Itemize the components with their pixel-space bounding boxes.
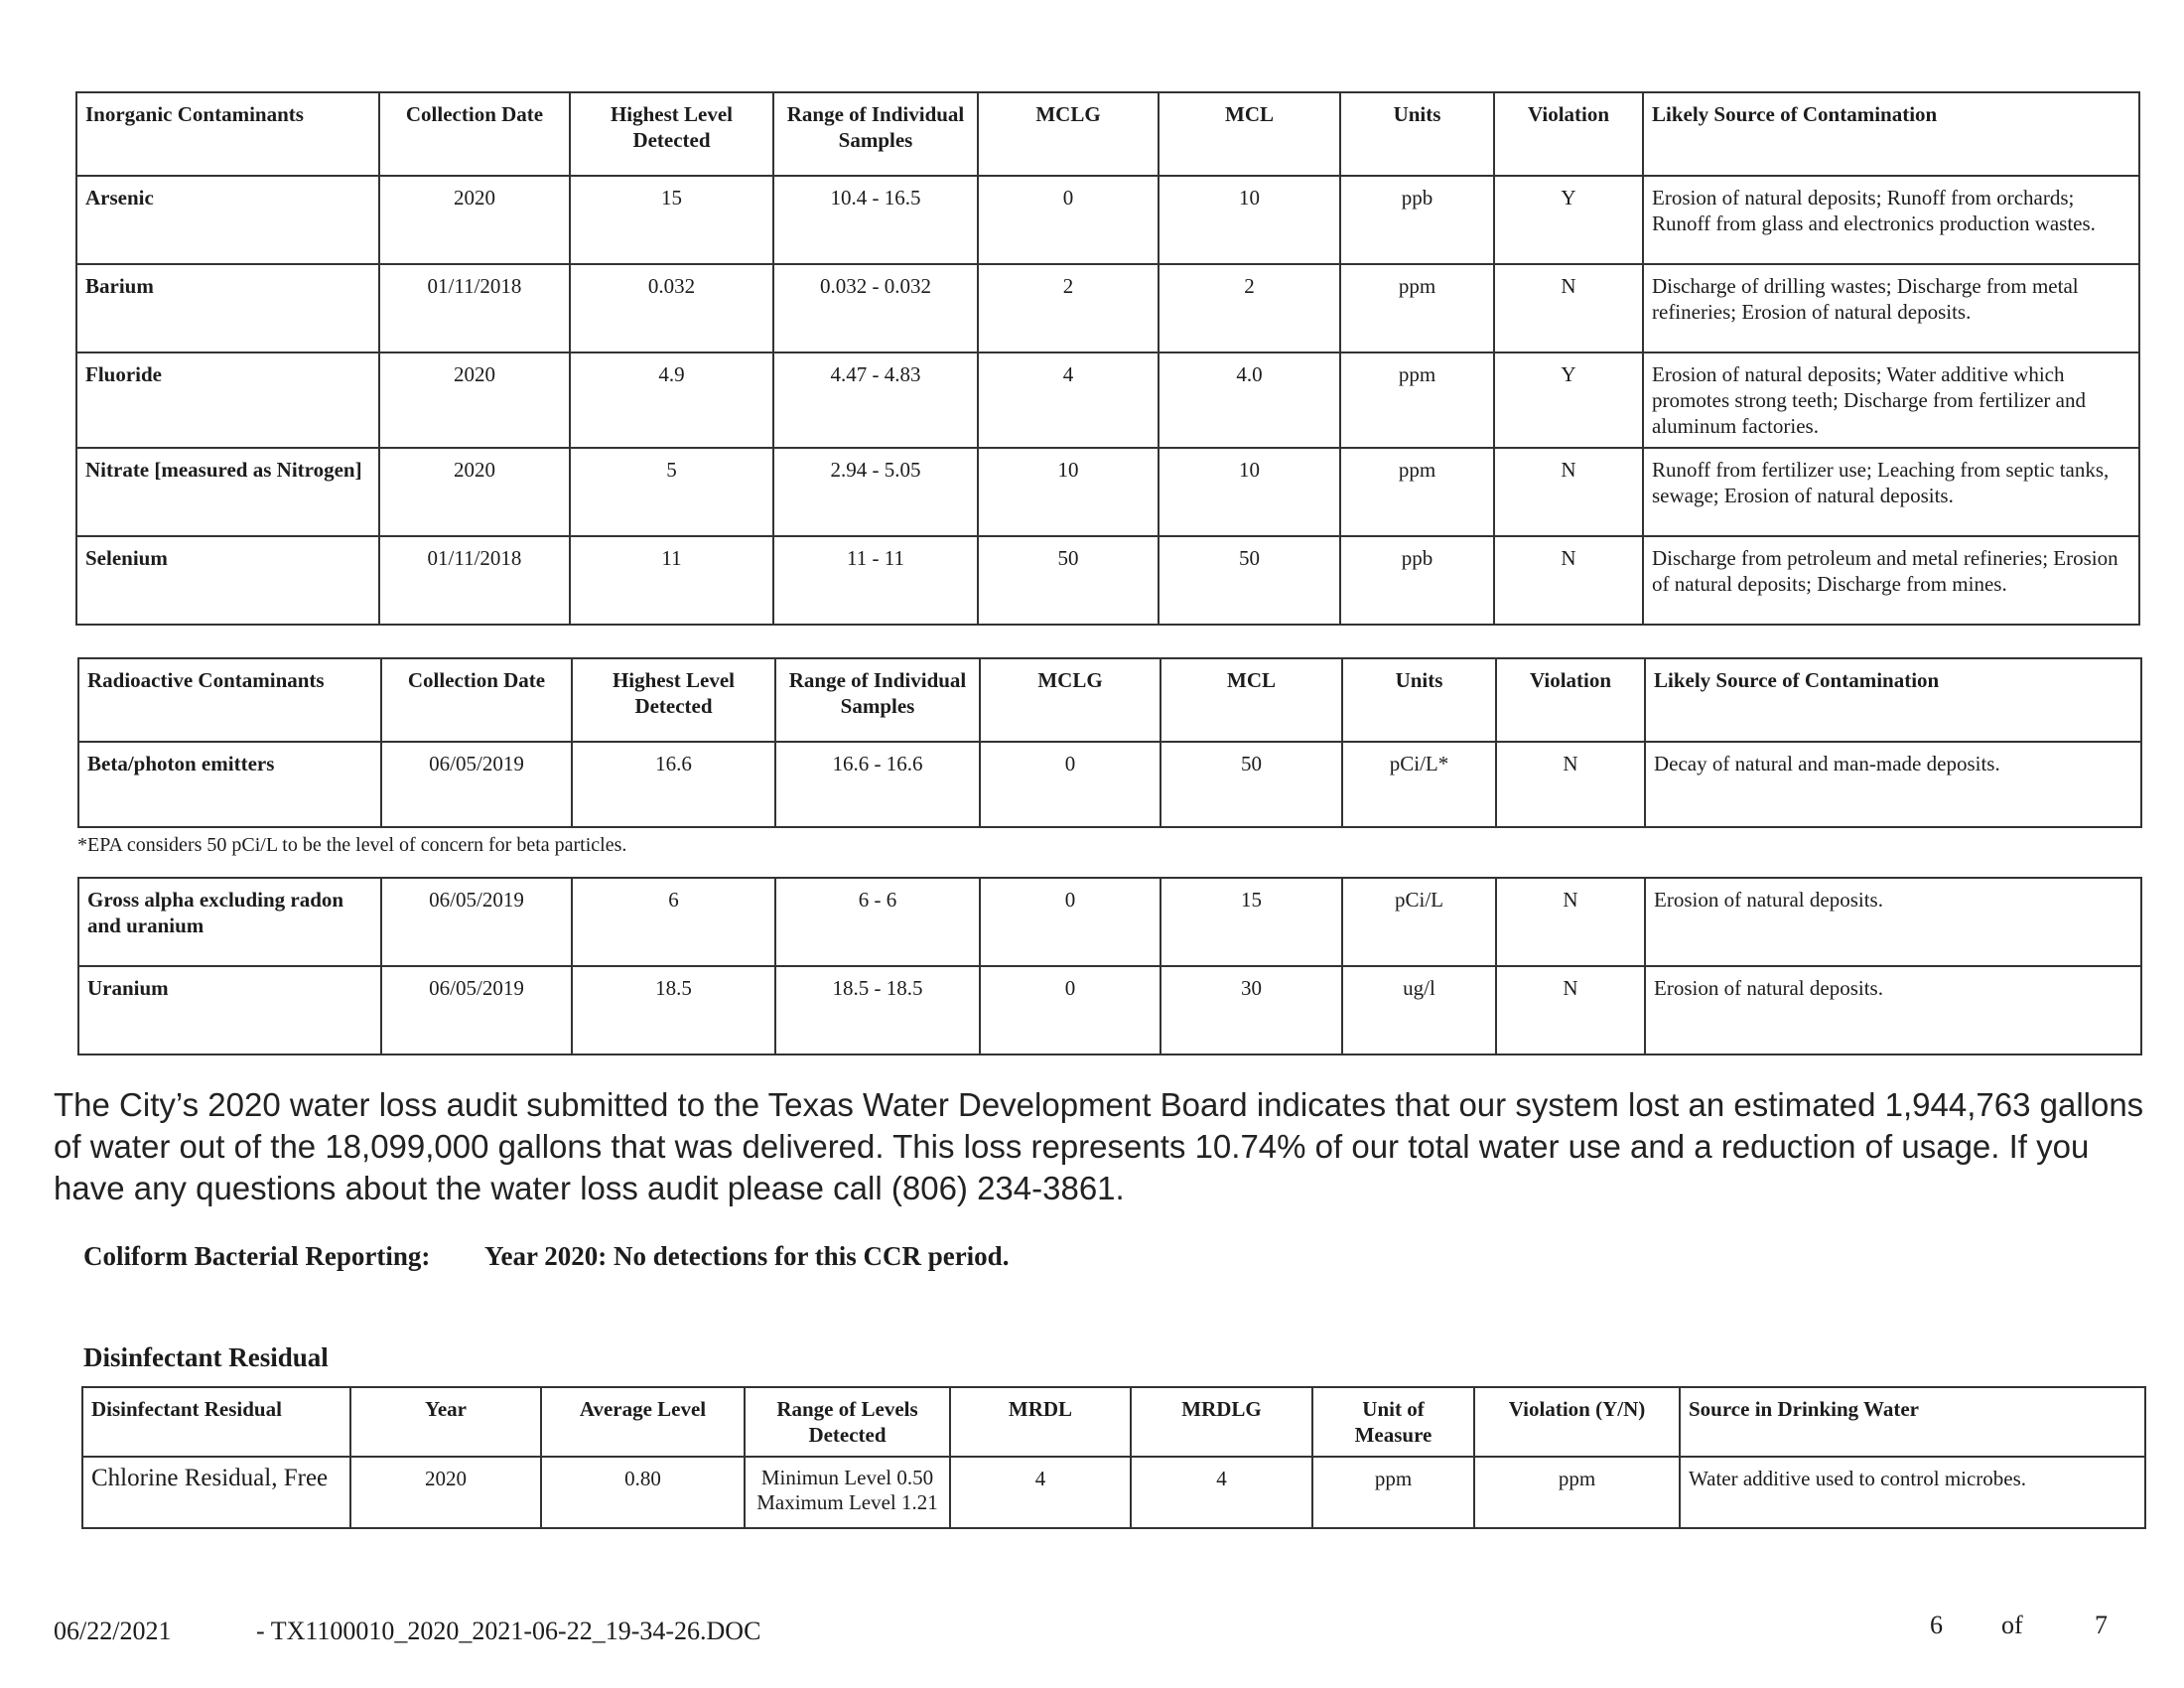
contaminant-name-cell: Selenium (76, 536, 379, 625)
header-cell: Year (350, 1387, 541, 1457)
contaminant-name-cell: Arsenic (76, 176, 379, 264)
header-cell: MCLG (980, 658, 1160, 742)
value-cell: 06/05/2019 (381, 966, 572, 1055)
value-cell: 0 (980, 966, 1160, 1055)
header-cell: Likely Source of Contamination (1643, 92, 2139, 176)
contaminant-name-cell: Fluoride (76, 352, 379, 448)
source-cell: Runoff from fertilizer use; Leaching from septic tanks, sewage; Erosion of natural deposits. (1643, 448, 2139, 536)
inorganic-contaminants-table (75, 91, 2140, 626)
unit-cell: ppm (1312, 1457, 1474, 1528)
value-cell: N (1496, 742, 1645, 827)
footer-date: 06/22/2021 (54, 1617, 172, 1645)
value-cell: 30 (1160, 966, 1342, 1055)
value-cell: pCi/L* (1342, 742, 1496, 827)
header-cell: Violation (1494, 92, 1643, 176)
header-cell: Units (1342, 658, 1496, 742)
header-cell: MCL (1159, 92, 1340, 176)
value-cell: 2020 (379, 176, 570, 264)
value-cell: 15 (1160, 878, 1342, 966)
value-cell: 18.5 - 18.5 (775, 966, 980, 1055)
value-cell: 10 (1159, 448, 1340, 536)
header-cell: Inorganic Contaminants (76, 92, 379, 176)
value-cell: 4 (978, 352, 1159, 448)
header-cell: Violation (1496, 658, 1645, 742)
value-cell: 0 (980, 742, 1160, 827)
value-cell: pCi/L (1342, 878, 1496, 966)
value-cell: ppm (1340, 352, 1494, 448)
value-cell: Y (1494, 352, 1643, 448)
disinfectant-residual-table (81, 1386, 2146, 1529)
table-row (76, 536, 2139, 625)
water-loss-paragraph: The City’s 2020 water loss audit submitted to the Texas Water Development Board indicates that our system lost an estimated 1,944,763 gallons of water out of the 18,099,000 gallons that was delivered. This loss represents 10.74% of our total water use and a reduction of usage. If you have any questions about the water loss audit please call (806) 234-3861. (54, 1086, 2144, 1206)
value-cell: N (1496, 966, 1645, 1055)
value-cell: 06/05/2019 (381, 878, 572, 966)
table-row (78, 878, 2141, 966)
value-cell: Y (1494, 176, 1643, 264)
table-header-row (76, 92, 2139, 176)
contaminant-name-cell: Barium (76, 264, 379, 352)
header-cell: MRDL (950, 1387, 1131, 1457)
value-cell: ppb (1340, 176, 1494, 264)
average-level-cell: 0.80 (541, 1457, 745, 1528)
value-cell: 18.5 (572, 966, 775, 1055)
value-cell: 0 (978, 176, 1159, 264)
value-cell: 16.6 - 16.6 (775, 742, 980, 827)
value-cell: 0 (980, 878, 1160, 966)
table-row (76, 448, 2139, 536)
disinfectant-header-row (82, 1387, 2145, 1457)
value-cell: 4.0 (1159, 352, 1340, 448)
contaminant-name-cell: Beta/photon emitters (78, 742, 381, 827)
header-cell: Highest Level Detected (572, 658, 775, 742)
header-cell: Radioactive Contaminants (78, 658, 381, 742)
value-cell: ppm (1340, 448, 1494, 536)
header-cell: Highest Level Detected (570, 92, 773, 176)
value-cell: 2 (978, 264, 1159, 352)
value-cell: 2020 (379, 352, 570, 448)
header-cell: Likely Source of Contamination (1645, 658, 2141, 742)
value-cell: 01/11/2018 (379, 264, 570, 352)
header-cell: Collection Date (379, 92, 570, 176)
value-cell: 06/05/2019 (381, 742, 572, 827)
value-cell: 10 (1159, 176, 1340, 264)
mrdl-cell: 4 (950, 1457, 1131, 1528)
value-cell: 2 (1159, 264, 1340, 352)
source-cell: Erosion of natural deposits. (1645, 878, 2141, 966)
header-cell: Units (1340, 92, 1494, 176)
disinfectant-table-block (81, 1386, 2146, 1529)
value-cell: 2020 (379, 448, 570, 536)
coliform-label: Coliform Bacterial Reporting: (83, 1241, 431, 1271)
value-cell: 01/11/2018 (379, 536, 570, 625)
source-cell: Decay of natural and man-made deposits. (1645, 742, 2141, 827)
value-cell: 5 (570, 448, 773, 536)
radioactive-contaminants-table (77, 657, 2142, 828)
value-cell: ppm (1340, 264, 1494, 352)
footer-page-total: 7 (2095, 1611, 2108, 1639)
header-cell: Violation (Y/N) (1474, 1387, 1680, 1457)
disinfectant-section-title: Disinfectant Residual (83, 1342, 329, 1372)
value-cell: ppb (1340, 536, 1494, 625)
header-cell: Average Level (541, 1387, 745, 1457)
table-header-row (78, 658, 2141, 742)
source-cell: Discharge from petroleum and metal refineries; Erosion of natural deposits; Discharge from mines. (1643, 536, 2139, 625)
value-cell: 15 (570, 176, 773, 264)
header-cell: Unit of Measure (1312, 1387, 1474, 1457)
year-cell: 2020 (350, 1457, 541, 1528)
mrdlg-cell: 4 (1131, 1457, 1312, 1528)
contaminant-name-cell: Uranium (78, 966, 381, 1055)
value-cell: N (1494, 448, 1643, 536)
header-cell: Disinfectant Residual (82, 1387, 350, 1457)
table-row (76, 264, 2139, 352)
value-cell: 6 - 6 (775, 878, 980, 966)
header-cell: MCL (1160, 658, 1342, 742)
value-cell: 50 (978, 536, 1159, 625)
header-cell: Range of Levels Detected (745, 1387, 950, 1457)
value-cell: N (1496, 878, 1645, 966)
value-cell: 0.032 (570, 264, 773, 352)
radioactive-table-block (77, 657, 2142, 1055)
value-cell: 0.032 - 0.032 (773, 264, 978, 352)
violation-cell: ppm (1474, 1457, 1680, 1528)
contaminant-name-cell: Gross alpha excluding radon and uranium (78, 878, 381, 966)
contaminant-name-cell: Nitrate [measured as Nitrogen] (76, 448, 379, 536)
footer-page-number: 6 (1930, 1611, 1943, 1639)
value-cell: 10 (978, 448, 1159, 536)
header-cell: MRDLG (1131, 1387, 1312, 1457)
source-cell: Erosion of natural deposits; Runoff from orchards; Runoff from glass and electronics production wastes. (1643, 176, 2139, 264)
source-cell: Erosion of natural deposits. (1645, 966, 2141, 1055)
value-cell: 4.9 (570, 352, 773, 448)
header-cell: Range of Individual Samples (775, 658, 980, 742)
source-cell: Erosion of natural deposits; Water additive which promotes strong teeth; Discharge from fertilizer and aluminum factories. (1643, 352, 2139, 448)
range-max: Maximum Level 1.21 (756, 1490, 938, 1514)
header-cell: MCLG (978, 92, 1159, 176)
range-of-levels-cell (745, 1457, 950, 1528)
footer-of: of (2001, 1611, 2023, 1639)
radioactive-contaminants-table-continued (77, 877, 2142, 1055)
value-cell: 16.6 (572, 742, 775, 827)
value-cell: 10.4 - 16.5 (773, 176, 978, 264)
table-row (82, 1457, 2145, 1528)
header-cell: Collection Date (381, 658, 572, 742)
header-cell: Range of Individual Samples (773, 92, 978, 176)
value-cell: N (1494, 536, 1643, 625)
value-cell: 50 (1160, 742, 1342, 827)
value-cell: 11 - 11 (773, 536, 978, 625)
value-cell: 50 (1159, 536, 1340, 625)
value-cell: 4.47 - 4.83 (773, 352, 978, 448)
value-cell: 2.94 - 5.05 (773, 448, 978, 536)
value-cell: N (1494, 264, 1643, 352)
inorganic-table-block (75, 91, 2140, 626)
coliform-value: Year 2020: No detections for this CCR period. (484, 1241, 1010, 1271)
table-row (76, 176, 2139, 264)
value-cell: 11 (570, 536, 773, 625)
range-min: Minimun Level 0.50 (760, 1466, 934, 1489)
beta-particles-footnote: *EPA considers 50 pCi/L to be the level of concern for beta particles. (77, 834, 627, 856)
header-cell: Source in Drinking Water (1680, 1387, 2145, 1457)
chlorine-residual-name: Chlorine Residual, Free (82, 1457, 350, 1528)
source-cell: Discharge of drilling wastes; Discharge from metal refineries; Erosion of natural deposits. (1643, 264, 2139, 352)
table-row (78, 742, 2141, 827)
source-cell: Water additive used to control microbes. (1680, 1457, 2145, 1528)
table-row (76, 352, 2139, 448)
table-row (78, 966, 2141, 1055)
footer-document-name: - TX1100010_2020_2021-06-22_19-34-26.DOC (256, 1617, 761, 1645)
value-cell: 6 (572, 878, 775, 966)
value-cell: ug/l (1342, 966, 1496, 1055)
